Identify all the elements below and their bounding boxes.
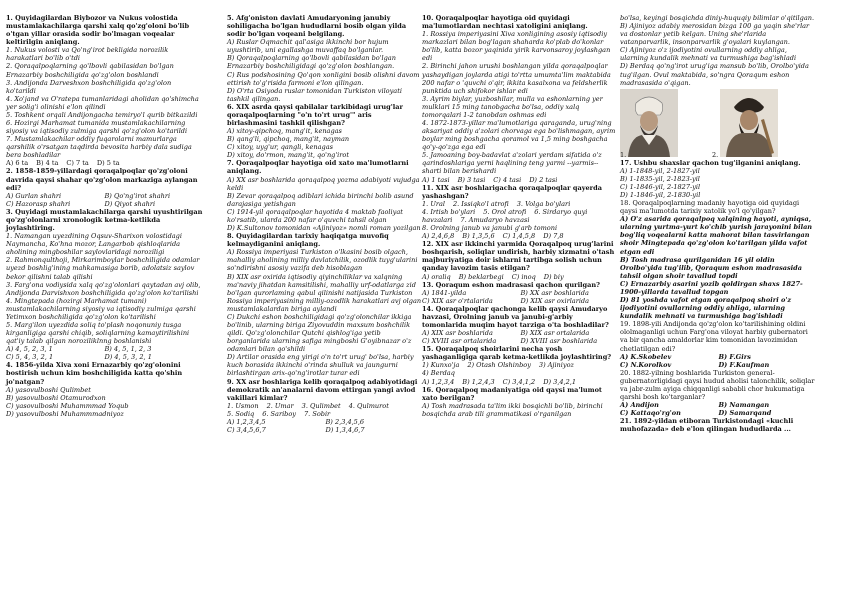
- q1-item-2: 2. Qoraqalpoqlarning qo'lbovli qabilasidan bo'lgan Ernazarbiy boshchiligida qo'zg'olon boshlandi: [6, 62, 174, 79]
- answer-c: C) Hazorasp shahri: [6, 199, 71, 208]
- answer-b: B) 4, 5, 1, 2, 3: [104, 345, 152, 354]
- answer-a: A) O'z asarida qoraqalpoq xalqining hayoti, ayniqsa, ularning yurtma-yurt ko'chib yurish jarayonini bilan bog'liq voqealarni katta mahorat bilan tasvirlangan shoir Mingtepada qo'zg'olon ko'tarilgan yilda vafot etgan edi: [620, 215, 813, 256]
- answer-c: C) inoq: [511, 272, 536, 281]
- answer-d: D) 4, 5, 3, 2, 1: [104, 353, 152, 362]
- answer-c: C) Dukchi eshon boshchiligidagi qo'zg'olonchilar ikkiga bo'linib, ularning biriga Ziyovuddin maxsum boshchilik qildi. Qo'zg'olonchilar Qutchi qishlog'iga yetib borganlarida ularning safiga mingboshi G'oyibnazar o'z odamlari bilan qo'shildi: [227, 312, 412, 354]
- answer-d: D) Samarqand: [718, 409, 772, 418]
- question-4: 4. 1856-yilda Xiva xoni Ernazarbiy qo'zg'olonini bostirish uchun kim boshchiligida katta qo'shin jo'natgan?: [6, 361, 183, 386]
- q9-items-row-2: [227, 410, 424, 418]
- question-13: 13. Qoraqum eshon madrasasi qachon qurilgan?: [422, 280, 600, 289]
- answer-c: C) Ajiniyoz o'z ijodiyotini ovullarning oddiy ahliga, ularning kundalik mehnati va turmushiga bag'ishladi: [620, 46, 797, 63]
- answer-a: A) oraliq: [422, 272, 451, 281]
- q3-answers: [6, 345, 203, 361]
- q10-item-3: 3. Ayrim biylar, yuzboshilar, mulla va eshonlarning yer mulklari 15 ming tanobgacha bo'lsa, oddiy xalq tomorqalari 1-2 tanobdan oshmas edi: [422, 94, 603, 119]
- answer-b: B) Tosh madrasa qurilganidan 16 yil oldin Orolbo'yida tug'ilib, Qoraqum eshon madrasasida tahsil olgan shoir tavallud topdi: [620, 255, 802, 280]
- question-10: 10. Qoraqalpoqlar hayotiga oid quyidagi ma'lumotlardan nechtasi xatoligini aniqlang.: [422, 14, 588, 31]
- answer-a: A) yasovulboshi Qulimbet: [6, 385, 91, 394]
- q15-item: 2) Otash Olshinboy: [467, 361, 531, 370]
- answer-d: D) yasovulboshi Muhammmadniyoz: [6, 409, 124, 418]
- q3-item-4: 4. Mingtepada (hozirgi Marhamat tumani) mustamlakachilarning siyosiy va iqtisodiy zulmiga qarshi Yetimxon boshchiligida qo'zg'olon ko'tarilishi: [6, 296, 196, 321]
- answer-a: A) Gurlan shahri: [6, 191, 62, 200]
- q14-answers: [422, 329, 619, 345]
- q1-item-6: 6. Hozirgi Marhamat tumanida mustamlakachilarning siyosiy va iqtisodiy zulmiga qarshi qo'zg'olon ko'tarildi: [6, 119, 188, 136]
- q15-item: 4) Berdaq: [422, 369, 455, 378]
- portrait-2-image: [720, 89, 778, 157]
- answer-c: C) xitoy, uyg'ur, qangli, kenagas: [227, 143, 333, 152]
- answer-b: B) beklarbegi: [458, 272, 504, 281]
- q11-items-row-3: [422, 216, 619, 224]
- q9-item: 7. Sobir: [304, 409, 331, 418]
- answer-c: C) 3,4,5,6,7: [227, 425, 266, 434]
- answer-d: D) XVIII asr boshlarida: [520, 337, 598, 346]
- q19-answers: [620, 353, 817, 369]
- question-7: 7. Qoraqalpoqlar hayotiga oid xato ma'lumotlarni aniqlang.: [227, 159, 409, 176]
- question-17: 17. Ushbu shaxslar qachon tug'ilganini aniqlang.: [620, 158, 801, 167]
- q11-item: 3. Volga bo'ylari: [516, 199, 571, 208]
- answer-c: C) Rus podshosining Qo'qon xonligini bosib olishni davom ettirish to'g'risida farmoni e'lon qilingan.: [227, 70, 420, 87]
- answer-b: B) 1-1835-yil, 2-1823-yil: [620, 174, 700, 183]
- answer-d: D) 81 yoshda vafot etgan qoraqalpoq shoiri o'z ijodiyotini ovullarning oddiy ahliga, ularning kundalik mehnati va turmushiga bag'ishladi: [620, 296, 792, 321]
- question-9: 9. XX asr boshlariga kelib qoraqalpoq adabiyotidagi demokratik an'analarni davom ettirgan yangi avlod vakillari kimlar?: [227, 377, 418, 402]
- answer-b: B) 1,2,4,3: [462, 377, 495, 386]
- answer-d: D) 1-1846-yil, 2-1830-yil: [620, 191, 701, 200]
- q11-item: 1. Ural: [422, 199, 445, 208]
- question-3: 3. Quyidagi mustamlakachilarga qarshi uyushtirilgan qo'zg'olonlarni xronologik ketma-ketlikda joylashtiring.: [6, 207, 203, 233]
- answer-c: C) Ernazarbiy asarini yozib qoldirgan shaxs 1827-1900-yillarda tavallud topgan: [620, 279, 803, 296]
- column-1: [6, 14, 203, 418]
- answer-b: B) XX asr boshlarida: [520, 288, 589, 297]
- answer-c: C) 4 tasi: [493, 175, 522, 184]
- question-8: 8. Quyidagilardan tarixiy haqiqatga muvofiq kelmaydiganini aniqlang.: [227, 232, 389, 249]
- answer-d: D) 5 ta: [96, 159, 120, 168]
- answer-b: B) F.Girs: [718, 352, 751, 361]
- answer-b: B) Qo'ng'irot shahri: [104, 191, 171, 200]
- q11-answers: [422, 232, 619, 240]
- question-6: 6. XIX asrda qaysi qabilalar tarkibidagi urug'lar qoraqalpoqlarning "o'n to'rt urug'" aris birlashmasini tashkil qilishgan?: [227, 102, 403, 128]
- q20-answers: [620, 401, 817, 417]
- q1-item-1: 1. Nukus volosti va Qo'ng'irot bekligida norozilik harakatlari bo'lib o'tdi: [6, 46, 169, 63]
- q12-answers: [422, 273, 619, 281]
- answer-d: D) 3,4,2,1: [543, 377, 576, 386]
- q1-answers: [6, 159, 203, 167]
- answer-a: A) 1,2,3,4,5: [227, 417, 266, 426]
- answer-d: D) XIX asr oxirlarida: [520, 296, 590, 305]
- answer-a: A) 1841-yilda: [422, 288, 467, 297]
- answer-b: B) 4 ta: [36, 159, 59, 168]
- answer-a: A) Rossiya imperiyasi Turkiston o'lkasini bosib olgach, mahalliy aholining milliy davlatchilik, ozodlik tuyg'ularini so'ndirishni asosiy vazifa deb hisoblagan: [227, 248, 418, 273]
- answer-a: A) 1,2,3,4: [422, 377, 455, 386]
- question-16: 16. Qoraqalpoq madaniyatiga oid qaysi ma'lumot xato berilgan?: [422, 385, 602, 402]
- column-2: [227, 14, 424, 434]
- answer-b: B) XIX asr oxirida iqtisodiy qiyinchiliklar va xalqning ma'naviy jihatdan kamsitilishi, mahalliy urf-odatlarga zid bo'lgan qurorlaming qabul qilinishi natijasida Turkiston Rossiya imperiyasining milliy-ozodlik harakatlari avj olgan mustamlakalardan biriga aylandi: [227, 272, 422, 313]
- q11-item: 8. Orolning janub va janubi g'arb tomoni: [422, 224, 558, 233]
- answer-b: B) yasovulboshi Otamurodxon: [6, 393, 106, 402]
- q1-item-4: 4. Xo'jand va O'ratepa tumanlaridagi aholidan qo'shimcha yer solig'i olinishi e'lon qilindi: [6, 94, 199, 111]
- answer-c: C) 1-1846-yil, 2-1827-yil: [620, 182, 701, 191]
- answer-b: B) XIX asr ortalarida: [520, 329, 590, 338]
- question-18: 18. Qoraqalpoqlarning madaniy hayotiga oid quyidagi qaysi ma'lumotda tarixiy xatolik yo'l qo'yilgan?: [620, 199, 800, 216]
- q9-items-row-1: [227, 402, 424, 410]
- q15-item: 3) Ajiniyoz: [538, 361, 574, 370]
- answer-c: C) 1914-yil qoraqalpoqlar hayotida 4 maktab faoliyat ko'rsatib, ularda 200 nafar o'quvchi tahsil olgan: [227, 207, 403, 224]
- answer-b: B) Zevar qoraqalpoq adiblari ichida birinchi bolib asund darajasiga yetishgan: [227, 191, 414, 208]
- answer-c: C) 7 ta: [66, 159, 89, 168]
- answer-d: D) F.Kaufman: [718, 360, 770, 369]
- answer-d: D) K.Sultonov tomonidan «Ajiniyoz» nomli roman yozilgan: [227, 224, 421, 233]
- question-21: 21. 1892-yildan etiboran Turkistondagi «kuchli muhofazada» deb e'lon qilingan hududlarda ...: [620, 417, 794, 434]
- question-12: 12. XIX asr ikkinchi yarmida Qoraqalpoq urug'larini boshqarish, soliqlar undirish, harbiy xizmatni o'tash majburiyatiga doir ishlarni tartibga solish uchun qanday lavozim tasis etilgan?: [422, 240, 615, 273]
- answer-d: D) 1,3,4,6,7: [325, 425, 365, 434]
- answer-b: B) 3 tasi: [457, 175, 486, 184]
- q11-item: 6. Sirdaryo quyi: [534, 207, 588, 216]
- answer-a: A) K.Skobelev: [620, 352, 672, 361]
- question-20: 20. 1882-yilning boshlarida Turkiston general-gubernatorligidagi qaysi hudud aholisi talonchilik, soliqlar va jabr-zulm ayiga chiqqanligi sababli chor hukumatiga qarshi bosh ko'targanlar?: [620, 368, 815, 401]
- answer-d: D) 2 tasi: [529, 175, 558, 184]
- q15-answers: [422, 378, 619, 386]
- answer-a: A) XIX asr boshlarida: [422, 329, 493, 338]
- answer-b: B) Namangan: [718, 401, 770, 410]
- q1-item-3: 3. Andijonda Darveshxon boshchiligida qo'zg'olon ko'tarildi: [6, 78, 172, 95]
- answer-d: D) 7,8: [543, 232, 564, 241]
- q10-item-5: 5. Jamoaning boy-badavlat a'zolari yerdam sifatida o'z qarindoshlariga yerni haqlining teng yarmi --yarmis-- sharti bilan berishardi: [422, 151, 602, 176]
- answer-a: A) 4, 5, 2, 3, 1: [6, 345, 53, 354]
- q10-item-4: 4. 1872-1873-yillar ma'lumotlariga qaraganda, urug'ning aksariyat oddiy a'zolari chorvaga ega bo'lishmagan, ayrim boylar ming boshgacha qoramol va 1,5 ming boshgacha qo'y-qo'zga ega edi: [422, 119, 616, 152]
- answer-a: A) 1-1848-yil, 2-1827-yil: [620, 166, 700, 175]
- q3-item-2: 2. Rahmonqulthoji, Mirkarimboylar boshchiligida odamlar uyezd boshlig'ining mahkamasiga borib, adolatsiz saylov bekor qilishni talab qilishi: [6, 256, 200, 281]
- answer-c: C) XIX asr o'rtalarida: [422, 296, 493, 305]
- answer-c: C) 5, 4, 3, 2, 1: [6, 353, 54, 362]
- portrait-1-image: [620, 89, 678, 157]
- q3-item-5: 5. Marg'ilon uyezdida soliq to'plash noqonuniy tusga kirganligiga qarshi chiqib, soliqlarning kamaytirilishini qat'iy talab qilgan noroziliklnng boshlanishi: [6, 320, 190, 346]
- answer-a: A) Ruslar Oqmachit qal'asiga ikkinchi bor hujum uyushtirib, uni egallashga muvaffaq bo'lganlar.: [227, 38, 389, 55]
- q9-item: 4. Qulmurot: [348, 401, 389, 410]
- q11-item: 5. Orol atrofi: [483, 207, 527, 216]
- q11-items-row-1: [422, 200, 619, 208]
- q11-item: havzalari: [422, 215, 453, 224]
- q1-item-5: 5. Toshkent orqali Andijongacha temiryo'l qurib bitkazildi: [6, 110, 198, 119]
- answer-a: A) 1 tasi: [422, 175, 450, 184]
- q9-answers: [227, 418, 424, 434]
- answer-a: A) 6 ta: [6, 159, 29, 168]
- answer-a: A) XX asr boshlarida qoraqalpoq yozma adabiyoti vujudga keldi: [227, 175, 420, 192]
- answer-d: D) xitoy, do'rmon, mang'it, qo'ng'irot: [227, 151, 349, 160]
- q10-answers: [422, 176, 619, 184]
- column-3: [422, 14, 619, 418]
- question-15: 15. Qoraqalpoq shoirlarini necha yosh yashaganligiga qarab ketma-ketlikda joylashtiring?: [422, 345, 612, 362]
- question-11: 11. XIX asr boshlarigacha qoraqalpoqlar qayerda yashashgan?: [422, 183, 602, 200]
- answer-c: C) N.Korolkov: [620, 360, 672, 369]
- q13-answers: [422, 289, 619, 305]
- q9-item: 3. Qulimbet: [301, 401, 341, 410]
- q3-item-3: 3. Farg'ona vodiysida xalq qo'zg'olonlari qaytadan avj olib, Andijonda Darvishxon boshchiligida qo'zg'olon ko'tarilishi: [6, 280, 201, 297]
- q15-items: [422, 361, 619, 369]
- portrait-2-label: 2.: [712, 150, 719, 159]
- q9-item: 5. Sodiq: [227, 409, 255, 418]
- q9-item: 2. Umar: [266, 401, 294, 410]
- answer-c: C) yasovulboshi Muhammmad Yoqub: [6, 401, 129, 410]
- answer-b: B) Qoraqalpoqlarning qo'lbovli qabilasidan bo'lgan Ernazarbiy boshchiligidagi qo'zg'olon boshlangan.: [227, 54, 396, 71]
- question-14: 14. Qoraqalpoqlar qachonga kelib qaysi Amudaryo havzasi, Orolning janub va janubi-g'arbiy tomonlarida muqim hayot tarziga o'ta boshladilar?: [422, 304, 609, 329]
- question-5: 5. Afg'oniston davlati Amudaryoning janubiy sohiligacha bo'lgan hududlarni bosib olgan yilda sodir bo'lgan voqeani belgilang.: [227, 14, 407, 39]
- question-2: 2. 1858-1859-yillardagi qoraqalpoqlar qo'zg'oloni davrida qaysi shahar qo'zg'olon markaziga aylangan edi?: [6, 167, 198, 192]
- answer-a: A) Andijon: [620, 401, 659, 410]
- q9-item: 1. Usmon: [227, 401, 259, 410]
- question-1: 1. Quyidagilardan Biybozor va Nukus volostida mustamlakachilarga qarshi xalq qo'zg'oloni bo'lib o'tgan yillar orasida sodir bo'lmagan voqealar keltirilgin aniqlang.: [6, 14, 190, 47]
- answer-b: B) qang'li, qipchoq, mang'it, nayman: [227, 135, 350, 144]
- portrait-1-label: 1.: [620, 150, 627, 159]
- answer-d: D) Qiyot shahri: [104, 199, 156, 208]
- answer-d: D) Artilar orasida eng yirigi o'n to'rt urug' bo'lsa, harbiy kuch borasida ikkinchi o'rinda shulluk va jaungurni birlashtirgan arix-qo'ng'irotlar turar edi: [227, 353, 414, 378]
- column-4: [620, 14, 817, 433]
- answer-a: A) xitoy-qipchoq, mang'it, kenagas: [227, 127, 342, 136]
- q15-item: 1) Kunxo'ja: [422, 361, 460, 370]
- q9-item: 6. Sariboy: [262, 409, 297, 418]
- answer-c: C) XVIII asr ortalarida: [422, 337, 497, 346]
- answer-c: C) Kattaqo'rg'on: [620, 409, 681, 418]
- q10-item-2: 2. Birinchi jahon urushi boshlangan yilda qoraqalpoqlar yashaydigan joylarda atigi to'rtta umumta'lim maktabida 200 nafar o 'quvchi o'qir, ikkita kasalxona va feldsherlik punktida uch shifokor ishlar edi: [422, 62, 611, 95]
- q11-item: 4. Irtish bo'ylari: [422, 207, 476, 216]
- q1-item-7: 7. Mustamlakachilar oddiy fuqarolarni mamurlarga qarshilik o'rsatgan taqdirda bevosita harbiy dala sudiga bera boshladilar: [6, 135, 192, 160]
- answer-a: A) 2,4,6,8: [422, 232, 455, 241]
- q16-answer-a-continued: bo'lsa, keyingi bosqichda diniy-huquqiy bilimlar o'qitilgan.: [620, 14, 815, 22]
- answer-b: B) 1,3,5,6: [462, 232, 495, 241]
- answer-d: D) biy: [543, 272, 564, 281]
- answer-c: C) 1,4,5,8: [502, 232, 536, 241]
- q11-items-row-2: [422, 208, 619, 216]
- q11-item: 2. Issiqko'l atrofi: [452, 199, 509, 208]
- q2-answers: [6, 192, 203, 208]
- portraits-figure: [620, 89, 817, 159]
- question-19: 19. 1898-yili Andijonda qo'zg'olon ko'tarilishining oldini ololmaganligi uchun Farg'ona viloyat harbiy gubernatori va bir qancha amaldorlar kim tomonidan lavozimidan chetlatilgan edi?: [620, 320, 808, 353]
- answer-d: D) O'rta Osiyoda ruslar tomonidan Turkiston viloyati tashkil qilingan.: [227, 86, 402, 103]
- q10-item-1: 1. Rossiya imperiyasini Xiva xonligining asosiy iqtisodiy markazlari bilan bog'lagan shaharda ko'plab do'konlar bo'lib, katta bozor yaqinida yirik karvonsaroy joylashgan edi: [422, 30, 611, 63]
- answer-b: B) 2,3,4,5,6: [325, 417, 365, 426]
- answer-a: A) Tosh madrasada ta'lim ikki bosqichli bo'lib, birinchi bosqichda arab tili grammatikasi o'rganilgan: [422, 401, 603, 418]
- q3-item-1: 1. Namangan uyezdining Oqsuv-Sharixon volostidagi Naymancha, Ko'hna mozor, Langarbob qishloqlarida aholining mingboshilar saylovlaridagi noroziligi: [6, 232, 182, 257]
- q11-item: 7. Amudaryo havzasi: [460, 215, 530, 224]
- answer-c: C) 3,4,1,2: [502, 377, 536, 386]
- answer-b: B) Ajiniyoz adabiy merosidan bizga 100 ga yaqin she'rlar va dostonlar yetib kelgan. Uning she'rlarida vatanparvarlik, insonparvarlik g'oyalari kuylangan.: [620, 22, 810, 47]
- answer-d: D) Berdaq qo'ng'irot urug'iga mansub bo'lib, Orolbo'yida tug'ilgan. Ovul maktabida, so'ngra Qoraqum eshon madrasasida o'qigan.: [620, 62, 809, 87]
